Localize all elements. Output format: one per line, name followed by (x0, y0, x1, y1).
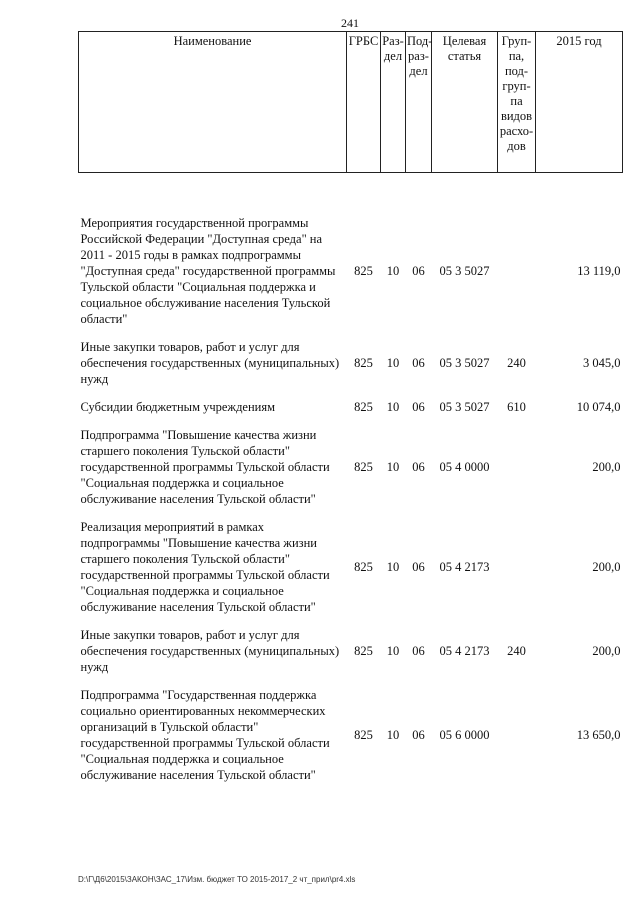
row-name: Мероприятия государственной программы Российской Федерации "Доступная среда" на 2011 - 2015 годы в рамках подпрограммы "Доступная среда" государственной программы Тульской области "Социальная поддержка и социальное обслуживание населения Тульской области" (80, 216, 336, 326)
row-target: 05 3 5027 (439, 400, 490, 414)
row-amount: 10 074,0 (576, 400, 621, 414)
row-subsection: 06 (412, 356, 425, 370)
table-row (79, 209, 623, 333)
row-target: 05 6 0000 (439, 728, 490, 742)
table-row (79, 393, 623, 421)
row-amount: 13 119,0 (577, 264, 621, 278)
row-group: 240 (507, 356, 526, 370)
row-subsection: 06 (412, 264, 425, 278)
table-row (79, 421, 623, 513)
header-section: Раз- дел (381, 32, 406, 173)
budget-table (78, 31, 623, 789)
row-target: 05 3 5027 (439, 264, 490, 278)
row-section: 10 (386, 264, 400, 278)
row-group (498, 421, 536, 513)
row-subsection: 06 (412, 560, 425, 574)
row-name: Подпрограмма "Государственная поддержка социально ориентированных некоммерческих организаций в Тульской области" государственной программы Тульской области "Социальная поддержка и социальное обслуживание населения Тульской области" (80, 688, 330, 782)
row-section: 10 (386, 728, 400, 742)
row-grbs: 825 (354, 400, 373, 414)
row-grbs: 825 (354, 644, 373, 658)
row-subsection: 06 (412, 460, 425, 474)
row-grbs: 825 (354, 264, 373, 278)
row-subsection: 06 (412, 400, 425, 414)
row-section: 10 (386, 560, 400, 574)
row-amount: 3 045,0 (583, 356, 621, 370)
row-subsection: 06 (412, 728, 425, 742)
row-name: Иные закупки товаров, работ и услуг для обеспечения государственных (муниципальных) нужд (80, 628, 340, 674)
row-group (498, 513, 536, 621)
header-group: Груп- па, под- груп- па видов расхо- дов (498, 32, 536, 173)
header-grbs: ГРБС (347, 32, 381, 173)
row-subsection: 06 (412, 644, 425, 658)
row-amount: 13 650,0 (576, 728, 621, 742)
row-group: 610 (507, 400, 526, 414)
row-grbs: 825 (354, 728, 373, 742)
row-grbs: 825 (354, 560, 373, 574)
header-row (79, 32, 623, 173)
row-grbs: 825 (354, 460, 373, 474)
row-section: 10 (386, 356, 400, 370)
header-subsection: Под- раз- дел (406, 32, 432, 173)
page-number: 241 (341, 16, 359, 30)
table-row (79, 333, 623, 393)
row-name: Иные закупки товаров, работ и услуг для обеспечения государственных (муниципальных) нужд (80, 340, 340, 386)
row-name: Субсидии бюджетным учреждениям (80, 400, 276, 414)
row-group (498, 209, 536, 333)
row-section: 10 (386, 460, 400, 474)
header-year: 2015 год (536, 32, 623, 173)
row-amount: 200,0 (592, 644, 621, 658)
file-path-footer: D:\Г\Д6\2015\ЗАКОН\ЗАС_17\Изм. бюджет ТО 2015-2017_2 чт_прил\pr4.xls (78, 875, 356, 884)
row-target: 05 4 0000 (439, 460, 490, 474)
row-grbs: 825 (354, 356, 373, 370)
row-amount: 200,0 (592, 460, 621, 474)
row-target: 05 4 2173 (439, 560, 490, 574)
row-name: Подпрограмма "Повышение качества жизни старшего поколения Тульской области" государственной программы Тульской области "Социальная поддержка и социальное обслуживание населения Тульской области" (80, 428, 330, 506)
row-section: 10 (386, 400, 400, 414)
header-name: Наименование (79, 32, 347, 173)
header-target: Целевая статья (432, 32, 498, 173)
row-target: 05 4 2173 (439, 644, 490, 658)
row-target: 05 3 5027 (439, 356, 490, 370)
row-amount: 200,0 (592, 560, 621, 574)
row-section: 10 (386, 644, 400, 658)
row-group (498, 681, 536, 789)
table-row (79, 513, 623, 621)
table-row (79, 681, 623, 789)
row-group: 240 (507, 644, 526, 658)
row-name: Реализация мероприятий в рамках подпрограммы "Повышение качества жизни старшего поколения Тульской области" государственной программы Тульской области "Социальная поддержка и социальное обслуживание населения Тульской области" (80, 520, 330, 614)
table-row (79, 621, 623, 681)
